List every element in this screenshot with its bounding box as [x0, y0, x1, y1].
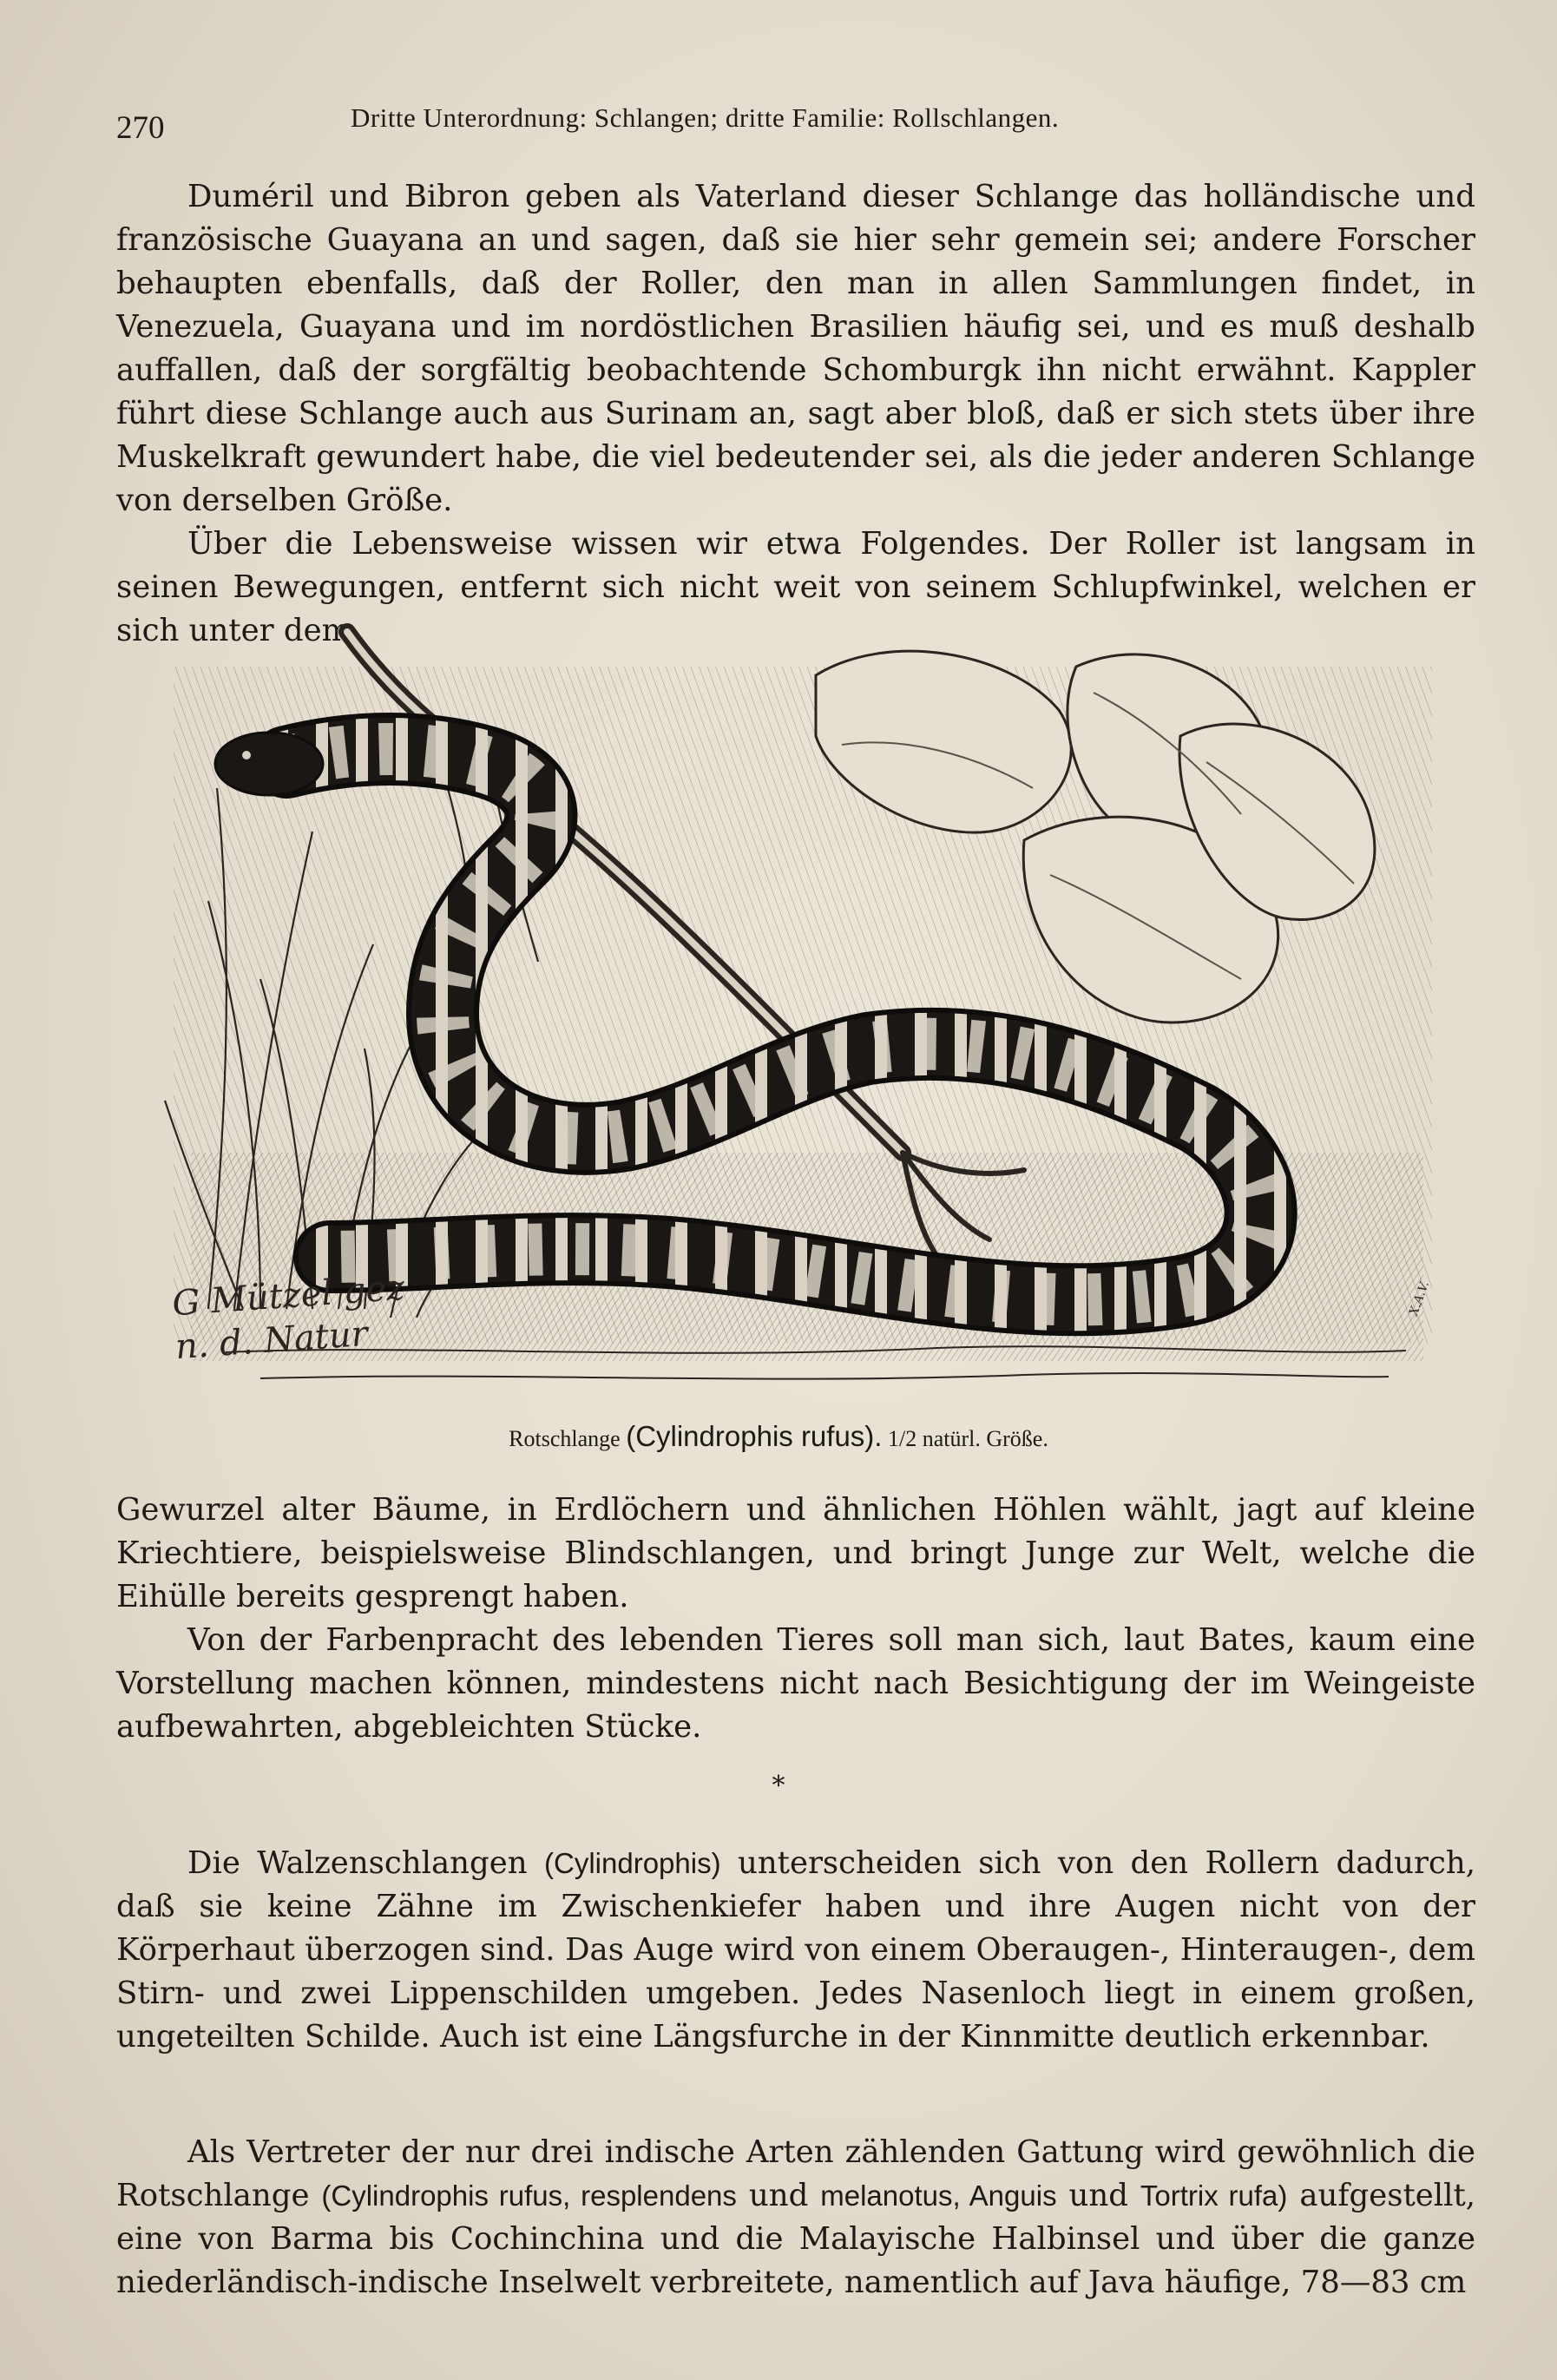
page-number: 270	[116, 110, 165, 146]
snake-eye	[242, 751, 251, 759]
rot-latin-1: (Cylindrophis rufus, resplendens	[321, 2179, 737, 2212]
rot-latin-2: melanotus, Anguis	[820, 2179, 1057, 2212]
rot-latin-3: Tortrix rufa)	[1140, 2179, 1288, 2212]
page-header	[116, 102, 1470, 151]
rot-rest: aufgestellt, eine von Barma bis Cochinchina und die Malayische Halbinsel und über die ganze niederländisch-indische Inselwelt verbreitete, namentlich auf Java häufige, 78—83 cm	[116, 2178, 1475, 2300]
paragraph-walzenschlangen	[116, 1842, 1475, 2059]
rot-und-1: und	[748, 2178, 809, 2213]
caption-name: Rotschlange	[509, 1426, 621, 1451]
section-separator: *	[772, 1771, 785, 1801]
paragraph-dumeril: Duméril und Bibron geben als Vaterland dieser Schlange das holländische und französische Guayana an und sagen, daß sie hier sehr gemein sei; andere Forscher behaupten ebenfalls, daß der Roller, den man in allen Sammlungen findet, in Venezuela, Guayana und im nordöstlichen Brasilien häufig sei, und es muß deshalb auffallen, daß der sorgfältig beobachtende Schomburgk ihn nicht erwähnt. Kappler führt diese Schlange auch aus Surinam an, sagt aber bloß, daß er sich stets über ihre Muskelkraft gewundert habe, die viel bedeutender sei, als die jeder anderen Schlange von derselben Größe.	[116, 179, 1475, 518]
running-head: Dritte Unterordnung: Schlangen; dritte Familie: Rollschlangen.	[351, 102, 1060, 133]
walzen-start: Die Walzenschlangen	[187, 1845, 528, 1881]
engraver-mark: X.A.V.	[1406, 1279, 1432, 1318]
rot-und-2: und	[1068, 2178, 1128, 2213]
caption-latin: (Cylindrophis rufus).	[626, 1420, 883, 1452]
paragraph-farbenpracht: Von der Farbenpracht des lebenden Tieres soll man sich, laut Bates, kaum eine Vorstellung machen können, mindestens nicht nach Besichtigung der im Weingeiste aufbewahrten, abgebleichten Stücke.	[116, 1622, 1475, 1745]
paragraph-rotschlange	[116, 2131, 1475, 2304]
text-block-middle	[116, 1489, 1475, 1749]
snake-illustration	[156, 615, 1449, 1413]
artist-signature	[171, 1266, 409, 1369]
paragraph-lebensweise: Über die Lebensweise wissen wir etwa Folgendes. Der Roller ist langsam in seinen Bewegungen, entfernt sich nicht weit von seinem Schlupfwinkel, welchen er sich unter dem	[116, 526, 1475, 648]
text-block-top	[116, 175, 1475, 653]
snake-head	[215, 733, 323, 795]
text-block-rotschlange	[116, 2131, 1475, 2304]
paragraph-gewurzel: Gewurzel alter Bäume, in Erdlöchern und ähnlichen Höhlen wählt, jagt auf kleine Kriechtiere, beispielsweise Blindschlangen, und bringt Junge zur Welt, welche die Eihülle bereits gesprengt haben.	[116, 1492, 1475, 1614]
walzen-latin: (Cylindrophis)	[544, 1847, 721, 1879]
signature-line-1: G Mützel gez	[170, 1267, 406, 1325]
text-block-walzenschlangen	[116, 1842, 1475, 2059]
walzen-rest: unterscheiden sich von den Rollern dadurch, daß sie keine Zähne im Zwischenkiefer haben und ihre Augen nicht von der Körperhaut überzogen sind. Das Auge wird von einem Oberaugen-, Hinteraugen-, dem Stirn- und zwei Lippenschilden umgeben. Jedes Nasenloch liegt in einem großen, ungeteilten Schilde. Auch ist eine Längsfurche in der Kinnmitte deutlich erkennbar.	[116, 1845, 1475, 2055]
signature-line-2: n. d. Natur	[174, 1313, 370, 1368]
rot-start: Als Vertreter der nur drei indische Arten zählenden Gattung wird gewöhnlich die Rotschlange	[116, 2134, 1475, 2213]
figure-caption	[0, 1420, 1557, 1453]
caption-size: 1/2 natürl. Größe.	[887, 1426, 1048, 1451]
